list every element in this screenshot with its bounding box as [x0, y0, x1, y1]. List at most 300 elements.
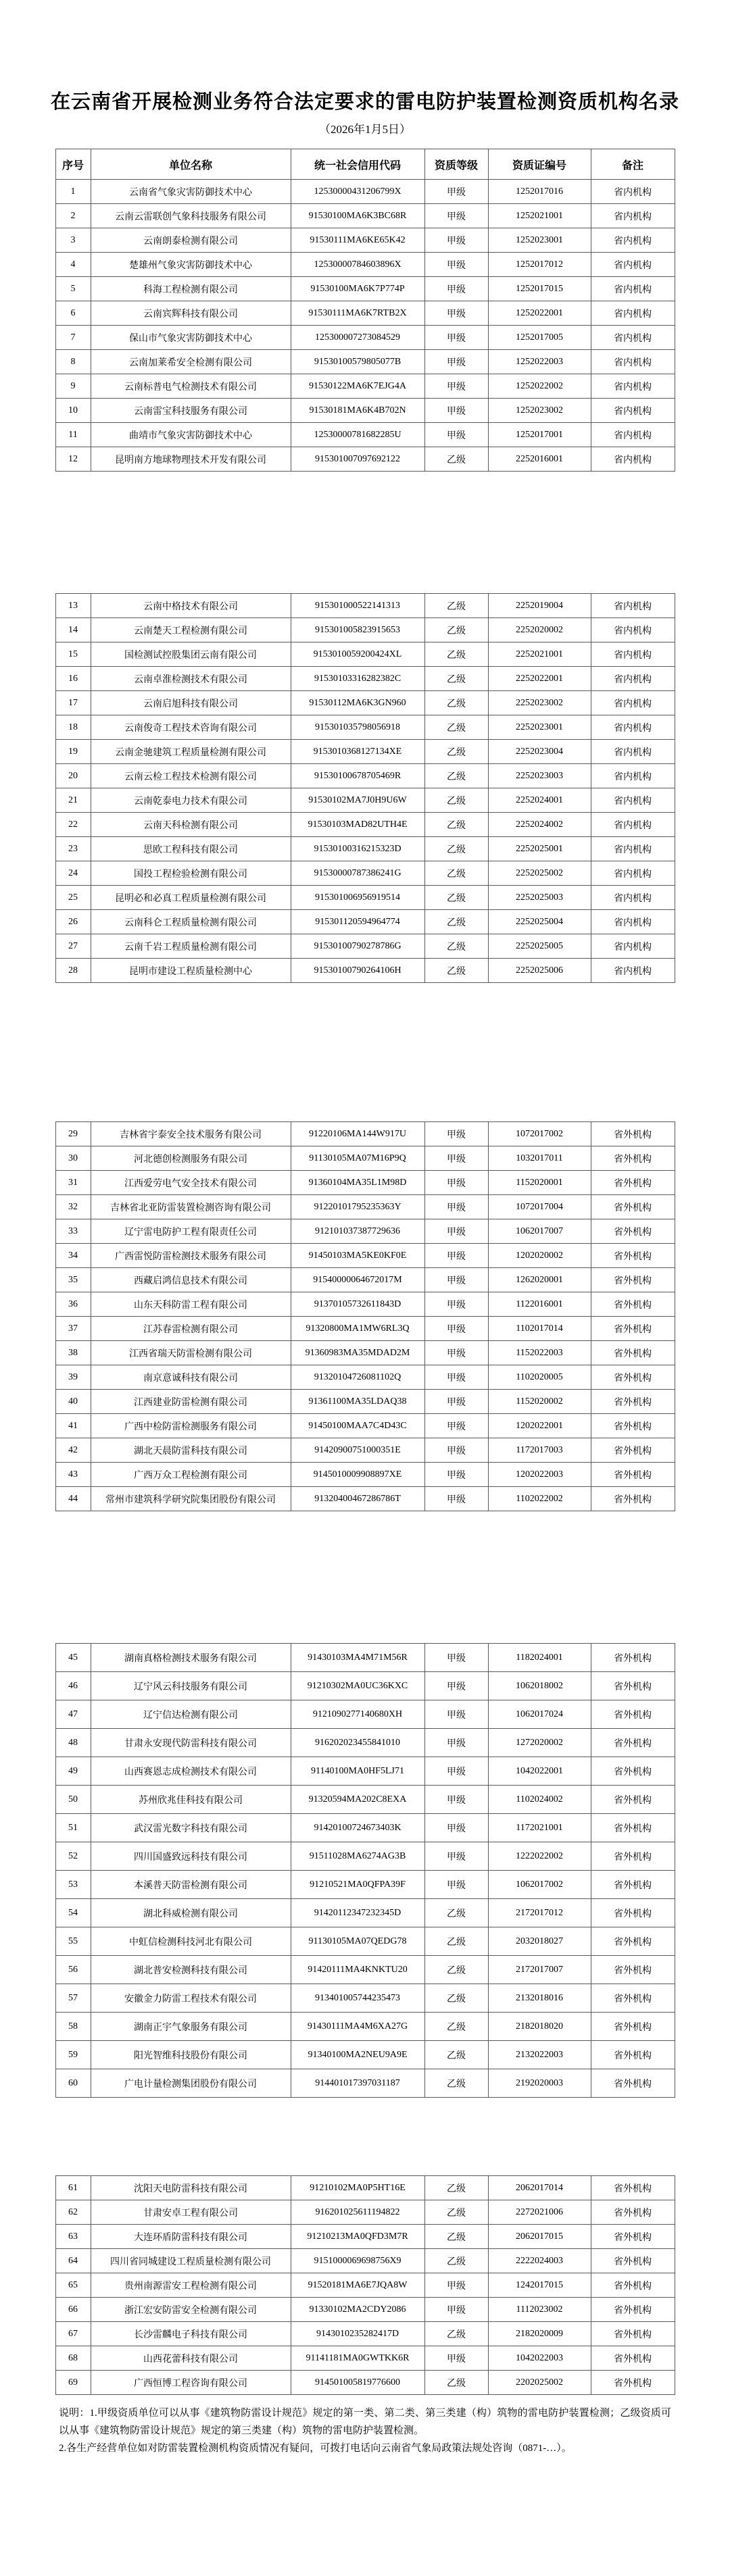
cell-grade: 甲级 — [424, 1292, 488, 1317]
cell-unit-name: 云南千岩工程质量检测有限公司 — [91, 934, 291, 959]
table-row — [55, 2069, 675, 2098]
cell-unit-name: 西藏启鸿信息技术有限公司 — [91, 1268, 291, 1292]
table-row — [55, 399, 675, 423]
table-row — [55, 1984, 675, 2013]
cell-grade: 甲级 — [424, 1700, 488, 1729]
cell-unit-name: 江西省瑞天防雷检测有限公司 — [91, 1341, 291, 1365]
cell-credit-code: 91210302MA0UC36KXC — [291, 1672, 424, 1700]
cell-remark: 省内机构 — [591, 642, 675, 667]
table-row — [55, 277, 675, 301]
cell-grade: 甲级 — [424, 1729, 488, 1757]
cell-seq: 43 — [55, 1463, 91, 1487]
cell-grade: 甲级 — [424, 1414, 488, 1438]
cell-credit-code: 9153010368127134XE — [291, 740, 424, 764]
cell-credit-code: 125300007273084529 — [291, 326, 424, 350]
cell-grade: 乙级 — [424, 910, 488, 934]
cell-cert-no: 1252023001 — [488, 228, 591, 253]
table-row — [55, 764, 675, 788]
cell-cert-no: 1182024001 — [488, 1644, 591, 1672]
cell-cert-no: 1202022001 — [488, 1414, 591, 1438]
cell-unit-name: 中虹信检测科技河北有限公司 — [91, 1927, 291, 1956]
cell-cert-no: 2252019004 — [488, 594, 591, 618]
table-row — [55, 910, 675, 934]
cell-credit-code: 915301007097692122 — [291, 447, 424, 472]
cell-remark: 省外机构 — [591, 1984, 675, 2013]
cell-unit-name: 山东天科防雷工程有限公司 — [91, 1292, 291, 1317]
cell-cert-no: 2252021001 — [488, 642, 591, 667]
cell-cert-no: 2252025003 — [488, 886, 591, 910]
cell-cert-no: 2252025001 — [488, 837, 591, 861]
cell-seq: 39 — [55, 1365, 91, 1390]
cell-unit-name: 山西花蕾科技有限公司 — [91, 2346, 291, 2371]
table-row — [55, 667, 675, 691]
table-row — [55, 1292, 675, 1317]
cell-remark: 省内机构 — [591, 228, 675, 253]
cell-seq: 31 — [55, 1171, 91, 1195]
cell-credit-code: 91530100790278786G — [291, 934, 424, 959]
cell-grade: 甲级 — [424, 2298, 488, 2322]
column-header-2: 单位名称 — [91, 149, 291, 180]
cell-credit-code: 91220101795235363Y — [291, 1195, 424, 1219]
table-row — [55, 715, 675, 740]
cell-grade: 乙级 — [424, 813, 488, 837]
cell-remark: 省外机构 — [591, 1122, 675, 1146]
cell-cert-no: 2252025006 — [488, 959, 591, 983]
table-row — [55, 1438, 675, 1463]
cell-cert-no: 2252022001 — [488, 667, 591, 691]
cell-seq: 69 — [55, 2371, 91, 2395]
table-row — [55, 1871, 675, 1899]
cell-credit-code: 91420100724673403K — [291, 1814, 424, 1842]
cell-grade: 甲级 — [424, 1219, 488, 1244]
cell-grade: 甲级 — [424, 228, 488, 253]
table-row — [55, 1786, 675, 1814]
cell-cert-no: 2032018027 — [488, 1927, 591, 1956]
cell-unit-name: 云南云检工程技术检测有限公司 — [91, 764, 291, 788]
table-row — [55, 1644, 675, 1672]
cell-remark: 省外机构 — [591, 1244, 675, 1268]
cell-seq: 46 — [55, 1672, 91, 1700]
cell-unit-name: 云南省气象灾害防御技术中心 — [91, 180, 291, 204]
table-row — [55, 861, 675, 886]
cell-unit-name: 云南天科检测有限公司 — [91, 813, 291, 837]
cell-remark: 省内机构 — [591, 959, 675, 983]
cell-remark: 省内机构 — [591, 886, 675, 910]
cell-remark: 省内机构 — [591, 253, 675, 277]
cell-grade: 甲级 — [424, 1672, 488, 1700]
cell-unit-name: 浙江宏安防雷安全检测有限公司 — [91, 2298, 291, 2322]
table-row — [55, 886, 675, 910]
cell-grade: 甲级 — [424, 1814, 488, 1842]
cell-remark: 省外机构 — [591, 1219, 675, 1244]
cell-seq: 55 — [55, 1927, 91, 1956]
cell-credit-code: 91530111MA6KE65K42 — [291, 228, 424, 253]
cell-seq: 66 — [55, 2298, 91, 2322]
cell-remark: 省内机构 — [591, 326, 675, 350]
cell-cert-no: 1262020001 — [488, 1268, 591, 1292]
cell-cert-no: 2272021006 — [488, 2200, 591, 2225]
cell-unit-name: 云南卓淮检测技术有限公司 — [91, 667, 291, 691]
cell-cert-no: 2252023002 — [488, 691, 591, 715]
cell-grade: 乙级 — [424, 594, 488, 618]
cell-unit-name: 广电计量检测集团股份有限公司 — [91, 2069, 291, 2098]
cell-remark: 省外机构 — [591, 1871, 675, 1899]
cell-seq: 29 — [55, 1122, 91, 1146]
cell-unit-name: 沈阳天电防雷科技有限公司 — [91, 2176, 291, 2200]
cell-seq: 26 — [55, 910, 91, 934]
cell-grade: 乙级 — [424, 2176, 488, 2200]
cell-credit-code: 91141181MA0GWTKK6R — [291, 2346, 424, 2371]
cell-credit-code: 91320800MA1MW6RL3Q — [291, 1317, 424, 1341]
table-row — [55, 374, 675, 399]
cell-unit-name: 广西恒博工程咨询有限公司 — [91, 2371, 291, 2395]
notes — [59, 2404, 671, 2457]
cell-credit-code: 91530100316215323D — [291, 837, 424, 861]
cell-cert-no: 2172017012 — [488, 1899, 591, 1927]
cell-grade: 甲级 — [424, 326, 488, 350]
cell-remark: 省外机构 — [591, 1268, 675, 1292]
cell-seq: 4 — [55, 253, 91, 277]
qualification-table-section-3 — [55, 1121, 675, 1511]
cell-grade: 甲级 — [424, 1463, 488, 1487]
cell-unit-name: 云南加莱希安全检测有限公司 — [91, 350, 291, 374]
cell-seq: 22 — [55, 813, 91, 837]
cell-seq: 25 — [55, 886, 91, 910]
qualification-table-section-4 — [55, 1643, 675, 2098]
cell-cert-no: 1062018002 — [488, 1672, 591, 1700]
cell-credit-code: 91420111MA4KNKTU20 — [291, 1956, 424, 1984]
cell-grade: 乙级 — [424, 1984, 488, 2013]
table-row — [55, 1317, 675, 1341]
cell-seq: 15 — [55, 642, 91, 667]
cell-cert-no: 2192020003 — [488, 2069, 591, 2098]
cell-unit-name: 甘肃安卓工程有限公司 — [91, 2200, 291, 2225]
cell-remark: 省内机构 — [591, 813, 675, 837]
cell-grade: 甲级 — [424, 1317, 488, 1341]
cell-cert-no: 1202022003 — [488, 1463, 591, 1487]
table-row — [55, 2346, 675, 2371]
cell-remark: 省内机构 — [591, 837, 675, 861]
cell-grade: 甲级 — [424, 399, 488, 423]
cell-cert-no: 1222022002 — [488, 1842, 591, 1871]
table-row — [55, 2176, 675, 2200]
cell-remark: 省外机构 — [591, 1842, 675, 1871]
cell-grade: 甲级 — [424, 423, 488, 447]
table-row — [55, 350, 675, 374]
cell-grade: 乙级 — [424, 618, 488, 642]
cell-grade: 乙级 — [424, 740, 488, 764]
cell-seq: 20 — [55, 764, 91, 788]
table-row — [55, 301, 675, 326]
cell-cert-no: 2062017015 — [488, 2225, 591, 2249]
cell-seq: 65 — [55, 2273, 91, 2298]
cell-remark: 省外机构 — [591, 1195, 675, 1219]
cell-unit-name: 云南科仑工程质量检测有限公司 — [91, 910, 291, 934]
cell-cert-no: 2252024002 — [488, 813, 591, 837]
cell-grade: 甲级 — [424, 1644, 488, 1672]
cell-grade: 甲级 — [424, 1341, 488, 1365]
cell-seq: 49 — [55, 1757, 91, 1786]
cell-cert-no: 1062017024 — [488, 1700, 591, 1729]
cell-unit-name: 保山市气象灾害防御技术中心 — [91, 326, 291, 350]
cell-seq: 10 — [55, 399, 91, 423]
cell-credit-code: 91320594MA202C8EXA — [291, 1786, 424, 1814]
cell-seq: 32 — [55, 1195, 91, 1219]
cell-remark: 省内机构 — [591, 399, 675, 423]
cell-seq: 54 — [55, 1899, 91, 1927]
cell-remark: 省内机构 — [591, 618, 675, 642]
cell-cert-no: 1252022003 — [488, 350, 591, 374]
cell-unit-name: 长沙雷麟电子科技有限公司 — [91, 2322, 291, 2346]
table-row — [55, 1700, 675, 1729]
cell-unit-name: 思欧工程科技有限公司 — [91, 837, 291, 861]
cell-unit-name: 云南云雷联创气象科技服务有限公司 — [91, 204, 291, 228]
cell-seq: 50 — [55, 1786, 91, 1814]
cell-unit-name: 云南标普电气检测技术有限公司 — [91, 374, 291, 399]
cell-credit-code: 91450103MA5KE0KF0E — [291, 1244, 424, 1268]
table-row — [55, 1365, 675, 1390]
table-row — [55, 2371, 675, 2395]
cell-unit-name: 安徽金力防雷工程技术有限公司 — [91, 1984, 291, 2013]
cell-grade: 乙级 — [424, 861, 488, 886]
table-row — [55, 1487, 675, 1511]
cell-credit-code: 91210521MA0QFPA39F — [291, 1871, 424, 1899]
table-row — [55, 1899, 675, 1927]
table-row — [55, 2273, 675, 2298]
table-row — [55, 253, 675, 277]
cell-cert-no: 1152020001 — [488, 1171, 591, 1195]
cell-unit-name: 云南乾泰电力技术有限公司 — [91, 788, 291, 813]
cell-cert-no: 1172021001 — [488, 1814, 591, 1842]
qualification-table-section-2 — [55, 593, 675, 983]
cell-grade: 乙级 — [424, 715, 488, 740]
cell-grade: 甲级 — [424, 374, 488, 399]
cell-credit-code: 91530100579805077B — [291, 350, 424, 374]
cell-unit-name: 常州市建筑科学研究院集团股份有限公司 — [91, 1487, 291, 1511]
cell-cert-no: 2182018020 — [488, 2013, 591, 2041]
cell-grade: 甲级 — [424, 1171, 488, 1195]
cell-grade: 乙级 — [424, 788, 488, 813]
cell-seq: 34 — [55, 1244, 91, 1268]
cell-seq: 68 — [55, 2346, 91, 2371]
cell-grade: 甲级 — [424, 204, 488, 228]
cell-seq: 37 — [55, 1317, 91, 1341]
cell-credit-code: 91320104726081102Q — [291, 1365, 424, 1390]
table-sections — [0, 149, 730, 2395]
cell-unit-name: 广西万众工程检测有限公司 — [91, 1463, 291, 1487]
cell-unit-name: 辽宁风云科技服务有限公司 — [91, 1672, 291, 1700]
cell-seq: 24 — [55, 861, 91, 886]
cell-credit-code: 91530000787386241G — [291, 861, 424, 886]
cell-credit-code: 91530103MAD82UTH4E — [291, 813, 424, 837]
cell-grade: 甲级 — [424, 1438, 488, 1463]
cell-remark: 省外机构 — [591, 2273, 675, 2298]
cell-seq: 57 — [55, 1984, 91, 2013]
cell-cert-no: 2182020009 — [488, 2322, 591, 2346]
cell-unit-name: 科海工程检测有限公司 — [91, 277, 291, 301]
cell-grade: 乙级 — [424, 447, 488, 472]
table-row — [55, 1268, 675, 1292]
cell-credit-code: 91530122MA6K7EJG4A — [291, 374, 424, 399]
table-row — [55, 1341, 675, 1365]
cell-grade: 乙级 — [424, 2200, 488, 2225]
cell-remark: 省内机构 — [591, 740, 675, 764]
cell-remark: 省外机构 — [591, 1463, 675, 1487]
cell-remark: 省外机构 — [591, 1814, 675, 1842]
cell-remark: 省外机构 — [591, 2322, 675, 2346]
cell-grade: 乙级 — [424, 1927, 488, 1956]
cell-unit-name: 武汉雷光数字科技有限公司 — [91, 1814, 291, 1842]
cell-cert-no: 1252022002 — [488, 374, 591, 399]
cell-remark: 省外机构 — [591, 1292, 675, 1317]
cell-unit-name: 云南俊奇工程技术咨询有限公司 — [91, 715, 291, 740]
cell-credit-code: 9145010009908897XE — [291, 1463, 424, 1487]
cell-grade: 甲级 — [424, 253, 488, 277]
table-row — [55, 180, 675, 204]
cell-seq: 12 — [55, 447, 91, 472]
cell-cert-no: 2172017007 — [488, 1956, 591, 1984]
cell-remark: 省外机构 — [591, 1341, 675, 1365]
cell-credit-code: 91520181MA6E7JQA8W — [291, 2273, 424, 2298]
cell-cert-no: 1172017003 — [488, 1438, 591, 1463]
cell-cert-no: 1032017011 — [488, 1146, 591, 1171]
cell-unit-name: 本溪普天防雷检测有限公司 — [91, 1871, 291, 1899]
table-row — [55, 642, 675, 667]
cell-unit-name: 广西雷悦防雷检测技术服务有限公司 — [91, 1244, 291, 1268]
cell-remark: 省内机构 — [591, 204, 675, 228]
cell-remark: 省外机构 — [591, 2225, 675, 2249]
cell-credit-code: 915301120594964774 — [291, 910, 424, 934]
cell-seq: 14 — [55, 618, 91, 642]
cell-grade: 乙级 — [424, 2225, 488, 2249]
cell-unit-name: 四川国盛致远科技有限公司 — [91, 1842, 291, 1871]
cell-remark: 省外机构 — [591, 1786, 675, 1814]
table-row — [55, 1195, 675, 1219]
cell-grade: 甲级 — [424, 2273, 488, 2298]
cell-seq: 64 — [55, 2249, 91, 2273]
cell-unit-name: 湖南真格检测技术服务有限公司 — [91, 1644, 291, 1672]
table-row — [55, 1927, 675, 1956]
notes-line-1: 说明：1.甲级资质单位可以从事《建筑物防雷设计规范》规定的第一类、第二类、第三类建（构）筑物的雷电防护装置检测；乙级资质可以从事《建筑物防雷设计规范》规定的第三类建（构）筑物的雷电防护装置检测。 — [59, 2408, 671, 2436]
cell-seq: 1 — [55, 180, 91, 204]
cell-seq: 38 — [55, 1341, 91, 1365]
cell-cert-no: 2252024001 — [488, 788, 591, 813]
cell-seq: 16 — [55, 667, 91, 691]
cell-grade: 甲级 — [424, 1195, 488, 1219]
cell-cert-no: 1062017002 — [488, 1871, 591, 1899]
cell-credit-code: 914401017397031187 — [291, 2069, 424, 2098]
table-row — [55, 1757, 675, 1786]
cell-credit-code: 916202023455841010 — [291, 1729, 424, 1757]
cell-credit-code: 91530102MA7J0H9U6W — [291, 788, 424, 813]
cell-unit-name: 南京意诚科技有限公司 — [91, 1365, 291, 1390]
table-row — [55, 1219, 675, 1244]
table-row — [55, 1463, 675, 1487]
cell-unit-name: 江西爱劳电气安全技术有限公司 — [91, 1171, 291, 1195]
cell-seq: 6 — [55, 301, 91, 326]
cell-seq: 28 — [55, 959, 91, 983]
cell-seq: 17 — [55, 691, 91, 715]
cell-remark: 省内机构 — [591, 934, 675, 959]
cell-cert-no: 2252025004 — [488, 910, 591, 934]
cell-cert-no: 1042022001 — [488, 1757, 591, 1786]
table-row — [55, 1414, 675, 1438]
notes-line-2: 2.各生产经营单位如对防雷装置检测机构资质情况有疑问，可拨打电话向云南省气象局政策法规处咨询（0871-…）。 — [59, 2443, 572, 2454]
cell-cert-no: 2252016001 — [488, 447, 591, 472]
cell-grade: 乙级 — [424, 2371, 488, 2395]
cell-grade: 乙级 — [424, 2249, 488, 2273]
cell-remark: 省内机构 — [591, 301, 675, 326]
cell-grade: 乙级 — [424, 837, 488, 861]
cell-remark: 省外机构 — [591, 1644, 675, 1672]
cell-credit-code: 91530112MA6K3GN960 — [291, 691, 424, 715]
table-row — [55, 204, 675, 228]
cell-grade: 乙级 — [424, 1956, 488, 1984]
cell-seq: 9 — [55, 374, 91, 399]
cell-unit-name: 四川省同城建设工程质量检测有限公司 — [91, 2249, 291, 2273]
cell-credit-code: 9121090277140680XH — [291, 1700, 424, 1729]
cell-credit-code: 9153010059200424XL — [291, 642, 424, 667]
cell-grade: 甲级 — [424, 1390, 488, 1414]
cell-grade: 乙级 — [424, 2322, 488, 2346]
cell-credit-code: 91130105MA07QEDG78 — [291, 1927, 424, 1956]
table-row — [55, 447, 675, 472]
cell-seq: 11 — [55, 423, 91, 447]
cell-remark: 省外机构 — [591, 1927, 675, 1956]
cell-seq: 27 — [55, 934, 91, 959]
table-row — [55, 691, 675, 715]
cell-credit-code: 91320400467286786T — [291, 1487, 424, 1511]
cell-remark: 省内机构 — [591, 350, 675, 374]
cell-seq: 2 — [55, 204, 91, 228]
cell-cert-no: 1112023002 — [488, 2298, 591, 2322]
page-title: 在云南省开展检测业务符合法定要求的雷电防护装置检测资质机构名录 — [50, 91, 679, 113]
cell-remark: 省外机构 — [591, 1438, 675, 1463]
cell-credit-code: 91340100MA2NEU9A9E — [291, 2041, 424, 2069]
cell-grade: 乙级 — [424, 2069, 488, 2098]
cell-credit-code: 91530100790264106H — [291, 959, 424, 983]
cell-unit-name: 湖南正宇气象服务有限公司 — [91, 2013, 291, 2041]
cell-seq: 19 — [55, 740, 91, 764]
cell-remark: 省外机构 — [591, 2346, 675, 2371]
cell-grade: 乙级 — [424, 886, 488, 910]
cell-credit-code: 91361100MA35LDAQ38 — [291, 1390, 424, 1414]
cell-grade: 甲级 — [424, 350, 488, 374]
table-row — [55, 788, 675, 813]
table-row — [55, 813, 675, 837]
cell-unit-name: 吉林省宇泰安全技术服务有限公司 — [91, 1122, 291, 1146]
cell-remark: 省外机构 — [591, 1757, 675, 1786]
cell-remark: 省内机构 — [591, 691, 675, 715]
cell-unit-name: 湖北天晨防雷科技有限公司 — [91, 1438, 291, 1463]
cell-remark: 省内机构 — [591, 447, 675, 472]
cell-unit-name: 昆明南方地球物理技术开发有限公司 — [91, 447, 291, 472]
table-row — [55, 423, 675, 447]
cell-seq: 36 — [55, 1292, 91, 1317]
cell-credit-code: 91530111MA6K7RTB2X — [291, 301, 424, 326]
cell-credit-code: 91530181MA6K4B702N — [291, 399, 424, 423]
cell-cert-no: 1252017015 — [488, 277, 591, 301]
cell-seq: 61 — [55, 2176, 91, 2200]
cell-seq: 8 — [55, 350, 91, 374]
cell-remark: 省内机构 — [591, 277, 675, 301]
cell-remark: 省内机构 — [591, 374, 675, 399]
cell-unit-name: 广西中检防雷检测服务有限公司 — [91, 1414, 291, 1438]
cell-cert-no: 1252023002 — [488, 399, 591, 423]
table-row — [55, 594, 675, 618]
cell-seq: 44 — [55, 1487, 91, 1511]
cell-cert-no: 1072017004 — [488, 1195, 591, 1219]
